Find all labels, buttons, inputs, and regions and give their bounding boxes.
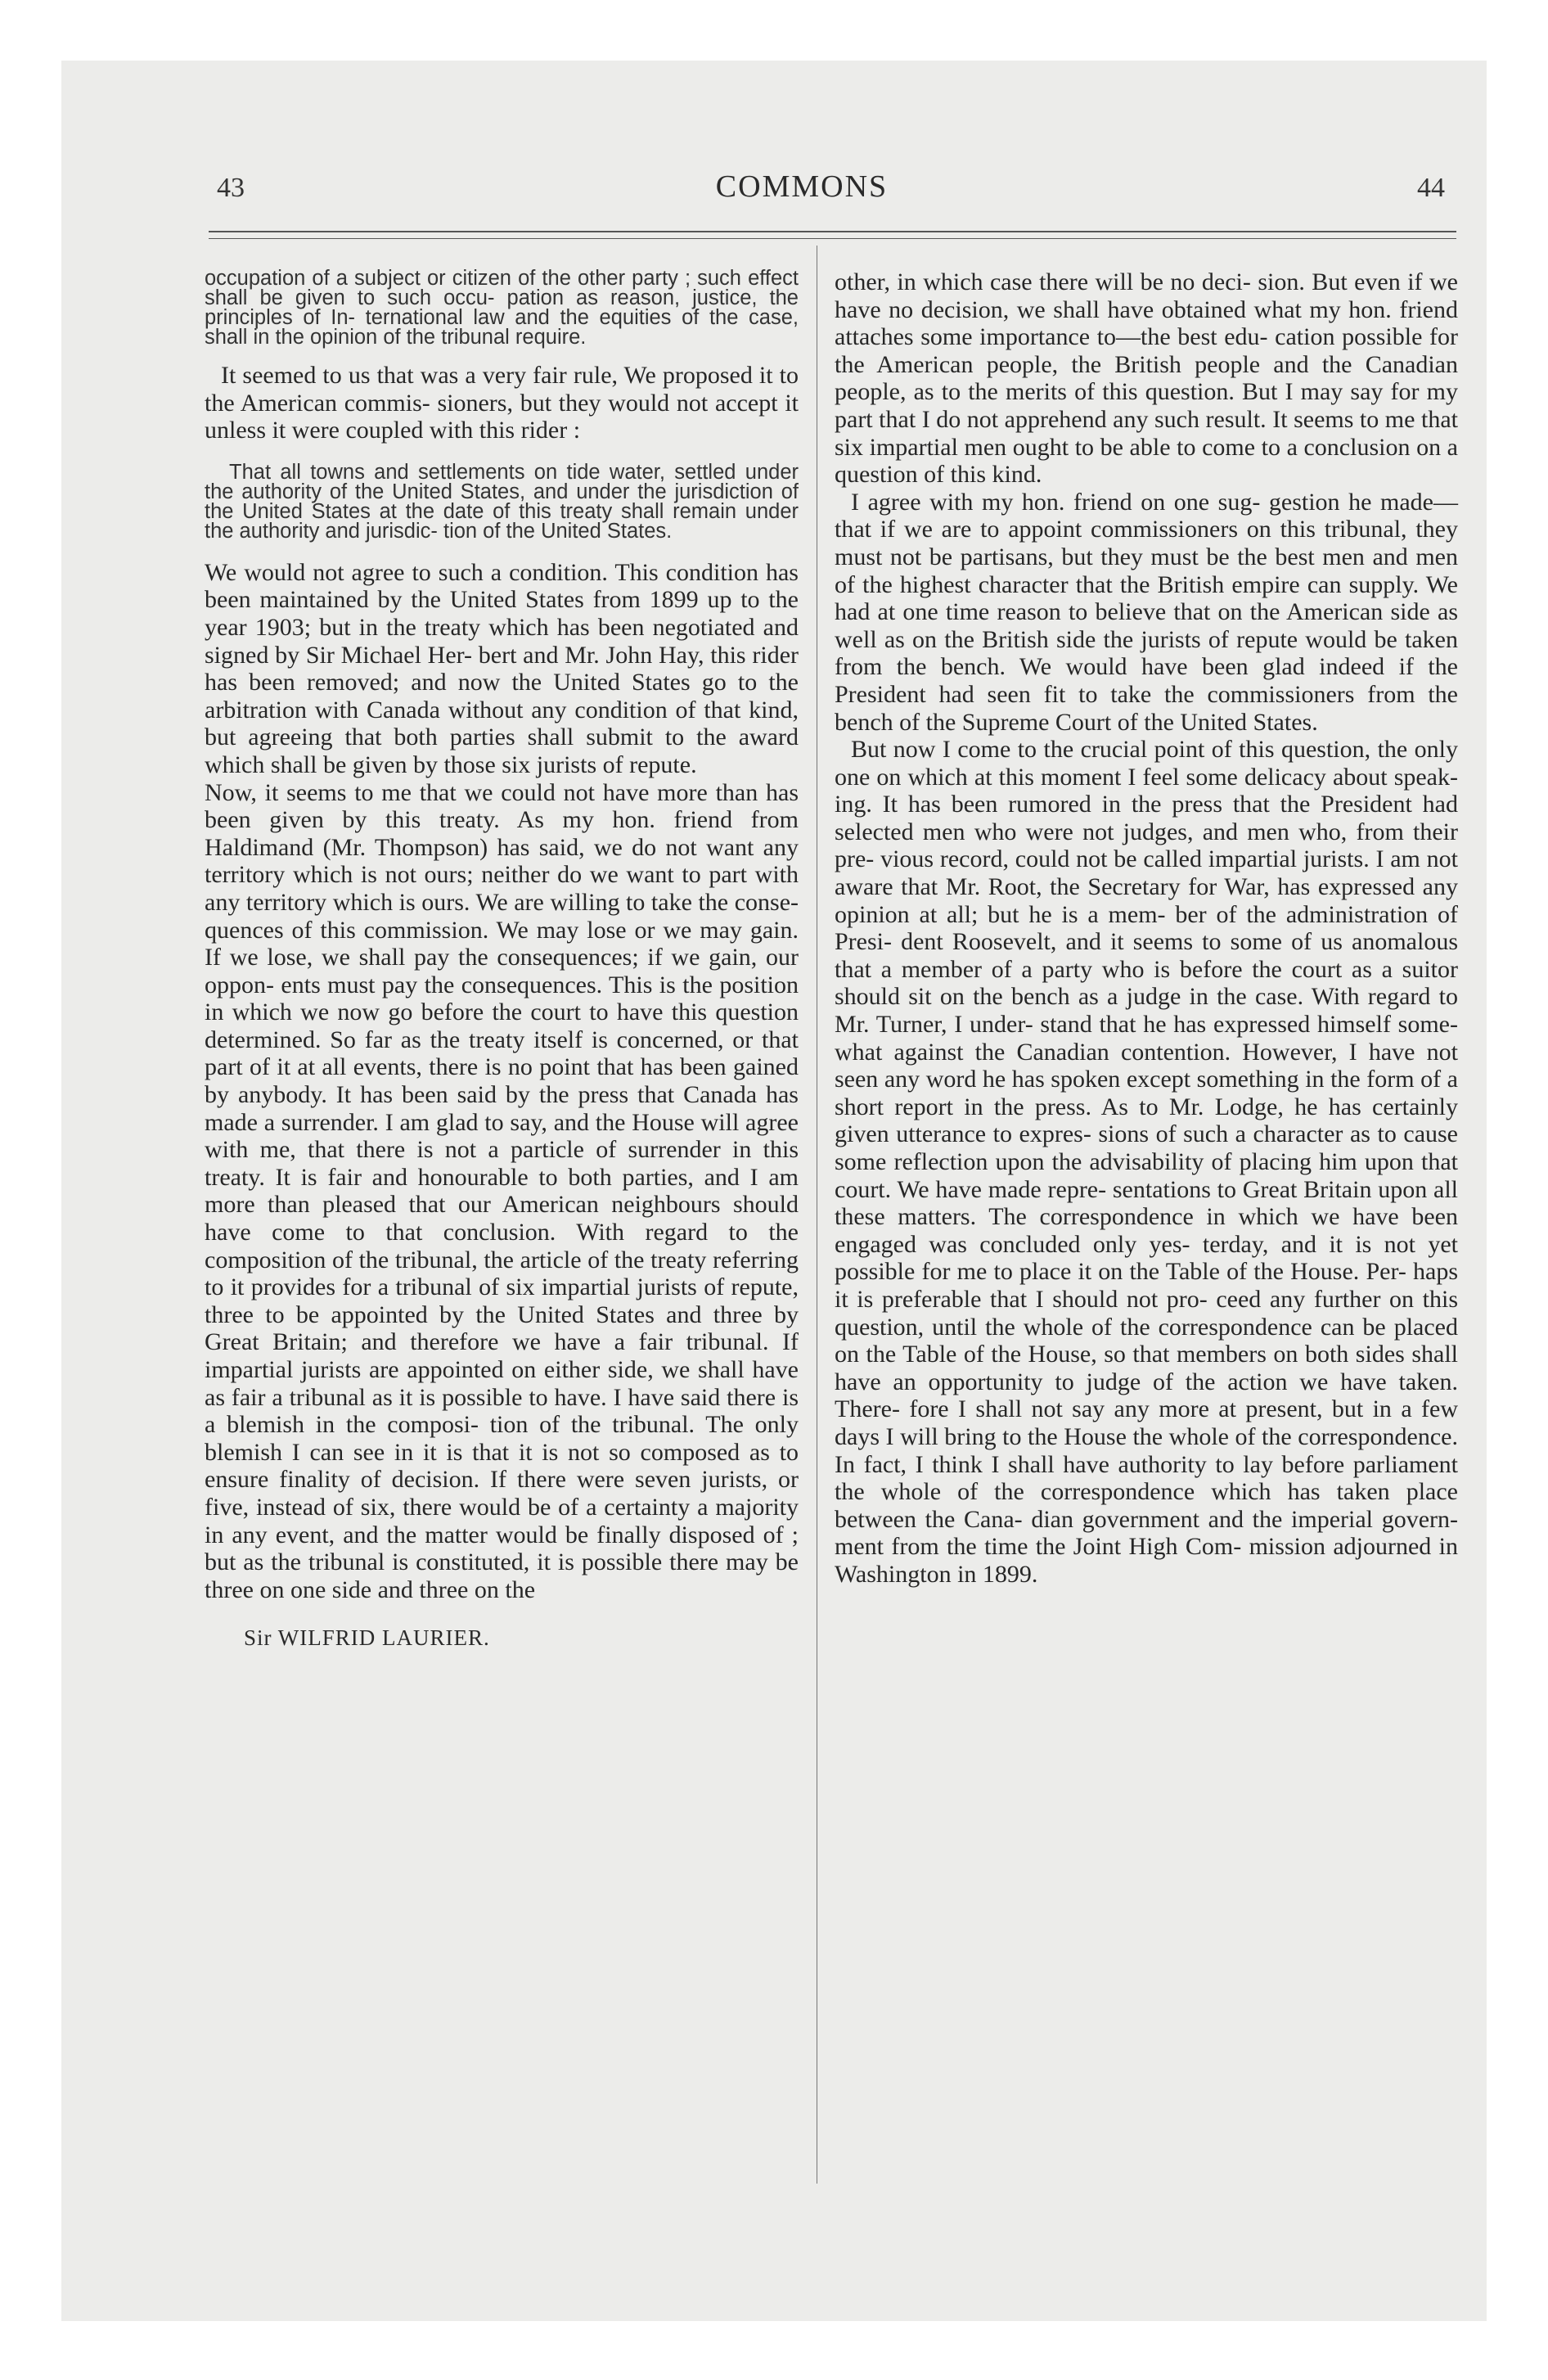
running-head: COMMONS [715,169,889,204]
paragraph: It seemed to us that was a very fair rule, We proposed it to the American commis- sioners, but they would not accept it unless it were coupled with this rider : [205,362,799,444]
paragraph: We would not agree to such a condition. This condition has been maintained by the United States from 1899 up to the year 1903; but in the treaty which has been negotiated and signed by Sir Michael Her- bert and Mr. John Hay, this rider has been removed; and now the United States go to the arbitration with Canada without any condition of that kind, but agreeing that both parties shall submit to the award which shall be given by those six jurists of repute. [205,558,799,778]
rider-quote: That all towns and settlements on tide water, settled under the authority of the United States, and under the jurisdiction of the United States at the date of this treaty shall remain under the authority and jurisdic- tion of the United States. [205,460,799,543]
page-number-left: 43 [217,173,245,203]
left-column [205,268,799,1651]
paragraph: But now I come to the crucial point of this question, the only one on which at this moment I feel some delicacy about speak- ing. It has been rumored in the press that the President had selected men who were not judges, and men who, from their pre- vious record, could not be called impartial jurists. I am not aware that Mr. Root, the Secretary for War, has expressed any opinion at all; but he is a mem- ber of the administration of Presi- dent Roosevelt, and it seems to some of us anomalous that a member of a party who is before the court as a suitor should sit on the bench as a judge in the case. With regard to Mr. Turner, I under- stand that he has expressed himself some- what against the Canadian contention. However, I have not seen any word he has spoken except something in the form of a short report in the press. As to Mr. Lodge, he has certainly given utterance to expres- sions of such a character as to cause some reflection upon the advisability of placing him upon that court. We have made repre- sentations to Great Britain upon all these matters. The correspondence in which we have been engaged was concluded only yes- terday, and it is not yet possible for me to place it on the Table of the House. Per- haps it is preferable that I should not pro- ceed any further on this question, until the whole of the correspondence can be placed on the Table of the House, so that members on both sides shall have an opportunity to judge of the action we have taken. There- fore I shall not say any more at present, but in a few days I will bring to the House the whole of the correspondence. In fact, I think I shall have authority to lay before parliament the whole of the correspondence which has taken place between the Cana- dian government and the imperial govern- ment from the time the Joint High Com- mission adjourned in Washington in 1899. [835,736,1458,1588]
treaty-quote-continuation: occupation of a subject or citizen of the other party ; such effect shall be given to such occu- pation as reason, justice, the principles of In- ternational law and the equities of the case, shall in the opinion of the tribunal require. [205,267,799,349]
paragraph: I agree with my hon. friend on one sug- gestion he made—that if we are to appoint commissioners on this tribunal, they must not be partisans, but they must be the best men and men of the highest character that the British empire can supply. We had at one time reason to believe that on the American side as well as on the British side the jurists of repute would be taken from the bench. We would have been glad indeed if the President had seen fit to take the commissioners from the bench of the Supreme Court of the United States. [835,488,1458,736]
speaker-name: Sir WILFRID LAURIER. [244,1625,490,1651]
header-rule [209,231,1456,232]
page-number-right: 44 [1417,173,1445,203]
right-column [835,268,1458,1589]
paragraph: other, in which case there will be no deci- sion. But even if we have no decision, we shall have obtained what my hon. friend attaches some importance to—the best edu- cation possible for the American people, the British people and the Canadian people, as to the merits of this question. But I may say for my part that I do not apprehend any such result. It seems to me that six impartial men ought to be able to come to a conclusion on a question of this kind. [835,268,1458,489]
header-rule-thin [209,238,1456,239]
paragraph: Now, it seems to me that we could not have more than has been given by this treaty. As my hon. friend from Haldimand (Mr. Thompson) has said, we do not want any territory which is not ours; neither do we want to part with any territory which is ours. We are willing to take the conse- quences of this commission. We may lose or we may gain. If we lose, we shall pay the consequences; if we gain, our oppon- ents must pay the consequences. This is the position in which we now go before the court to have this question determined. So far as the treaty itself is concerned, or that part of it at all events, there is no point that has been gained by anybody. It has been said by the press that Canada has made a surrender. I am glad to say, and the House will agree with me, that there is not a particle of surrender in this treaty. It is fair and honourable to both parties, and I am more than pleased that our American neighbours should have come to that conclusion. With regard to the composition of the tribunal, the article of the treaty referring to it provides for a tribunal of six impartial jurists of repute, three to be appointed by the United States and three by Great Britain; and therefore we have a fair tribunal. If impartial jurists are appointed on either side, we shall have as fair a tribunal as it is possible to have. I have said there is a blemish in the composi- tion of the tribunal. The only blemish I can see in it is that it is not so composed as to ensure finality of decision. If there were seven jurists, or five, instead of six, there would be of a certainty a majority in any event, and the matter would be finally disposed of ; but as the tribunal is constituted, it is possible there may be three on one side and three on the [205,778,799,1603]
